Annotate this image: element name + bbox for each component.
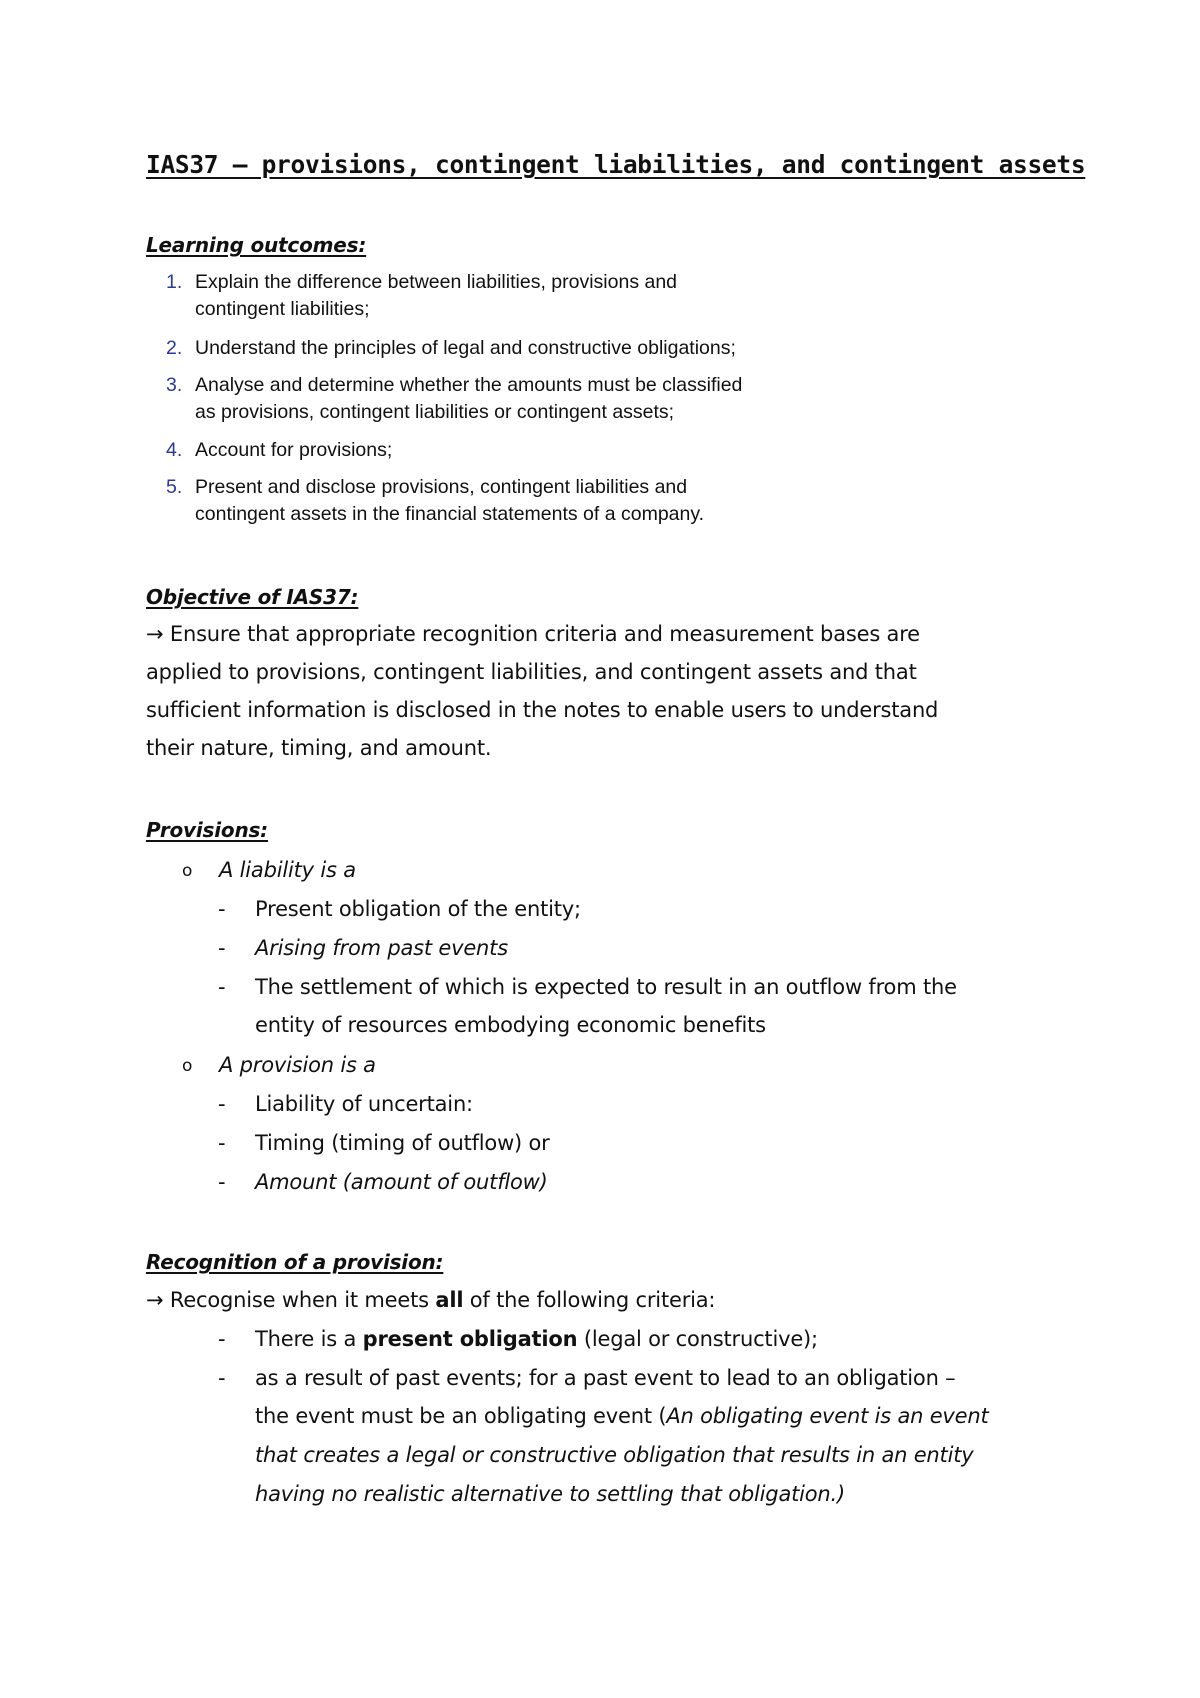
list-item-text: contingent liabilities; xyxy=(195,298,370,320)
list-item xyxy=(166,474,886,528)
list-number: 1. xyxy=(166,271,183,293)
criterion-text: the event must be an obligating event ( xyxy=(255,1404,667,1428)
dash-bullet-icon: - xyxy=(218,1170,226,1194)
objective-paragraph xyxy=(146,615,1066,767)
list-number: 5. xyxy=(166,476,183,498)
list-number: 2. xyxy=(166,337,183,359)
objective-line: applied to provisions, contingent liabilities, and contingent assets and that xyxy=(146,660,917,684)
arrow-icon: → xyxy=(146,1288,164,1312)
dash-bullet-icon: - xyxy=(218,975,226,999)
objective-heading: Objective of IAS37: xyxy=(146,585,359,609)
criterion-emphasis: present obligation xyxy=(362,1327,578,1351)
recognition-criterion xyxy=(255,1320,818,1358)
provision-point: Timing (timing of outflow) or xyxy=(255,1131,550,1155)
criterion-definition: An obligating event is an event xyxy=(666,1404,989,1428)
list-item-text: Analyse and determine whether the amounts must be classified xyxy=(195,374,743,396)
recognition-criterion: as a result of past events; for a past event to lead to an obligation – xyxy=(255,1366,956,1390)
circle-bullet-icon: o xyxy=(182,861,193,881)
list-item xyxy=(166,269,886,323)
list-item-text: Explain the difference between liabilities, provisions and xyxy=(195,271,678,293)
dash-bullet-icon: - xyxy=(218,897,226,921)
list-number: 3. xyxy=(166,374,183,396)
dash-bullet-icon: - xyxy=(218,1366,226,1390)
list-item xyxy=(166,335,886,362)
recognition-heading: Recognition of a provision: xyxy=(146,1250,444,1274)
list-item-text: Present and disclose provisions, contingent liabilities and xyxy=(195,476,688,498)
recognition-intro xyxy=(146,1281,715,1319)
dash-bullet-icon: - xyxy=(218,936,226,960)
objective-line-text: Ensure that appropriate recognition criteria and measurement bases are xyxy=(169,622,920,646)
circle-bullet-icon: o xyxy=(182,1056,193,1076)
criterion-text: There is a xyxy=(255,1327,363,1351)
arrow-icon: → xyxy=(146,622,164,646)
dash-bullet-icon: - xyxy=(218,1327,226,1351)
objective-line: sufficient information is disclosed in the notes to enable users to understand xyxy=(146,698,939,722)
list-item xyxy=(166,437,886,464)
document-title: IAS37 – provisions, contingent liabilities, and contingent assets xyxy=(146,150,1086,179)
liability-point-continued: entity of resources embodying economic benefits xyxy=(255,1013,766,1037)
list-item-text: Account for provisions; xyxy=(195,439,393,461)
liability-point: The settlement of which is expected to result in an outflow from the xyxy=(255,975,957,999)
dash-bullet-icon: - xyxy=(218,1092,226,1116)
provisions-heading: Provisions: xyxy=(146,818,268,842)
recognition-criterion-continued: that creates a legal or constructive obligation that results in an entity xyxy=(255,1443,974,1467)
list-item xyxy=(166,372,886,426)
liability-point: Present obligation of the entity; xyxy=(255,897,581,921)
dash-bullet-icon: - xyxy=(218,1131,226,1155)
learning-outcomes-heading: Learning outcomes: xyxy=(146,233,367,257)
recognition-intro-text: Recognise when it meets xyxy=(169,1288,436,1312)
list-item-text: as provisions, contingent liabilities or contingent assets; xyxy=(195,401,675,423)
recognition-intro-text-end: of the following criteria: xyxy=(463,1288,716,1312)
list-item-text: Understand the principles of legal and constructive obligations; xyxy=(195,337,736,359)
list-number: 4. xyxy=(166,439,183,461)
objective-line: their nature, timing, and amount. xyxy=(146,736,492,760)
provision-point: Amount (amount of outflow) xyxy=(255,1170,548,1194)
provision-intro: A provision is a xyxy=(219,1053,376,1077)
recognition-criterion-continued xyxy=(255,1397,989,1435)
provision-point: Liability of uncertain: xyxy=(255,1092,473,1116)
liability-point: Arising from past events xyxy=(255,936,508,960)
list-item-text: contingent assets in the financial statements of a company. xyxy=(195,503,705,525)
objective-line xyxy=(146,615,1066,653)
recognition-intro-emphasis: all xyxy=(435,1288,464,1312)
recognition-criterion-continued: having no realistic alternative to settling that obligation.) xyxy=(255,1482,846,1506)
liability-intro: A liability is a xyxy=(219,858,356,882)
criterion-text-end: (legal or constructive); xyxy=(577,1327,818,1351)
